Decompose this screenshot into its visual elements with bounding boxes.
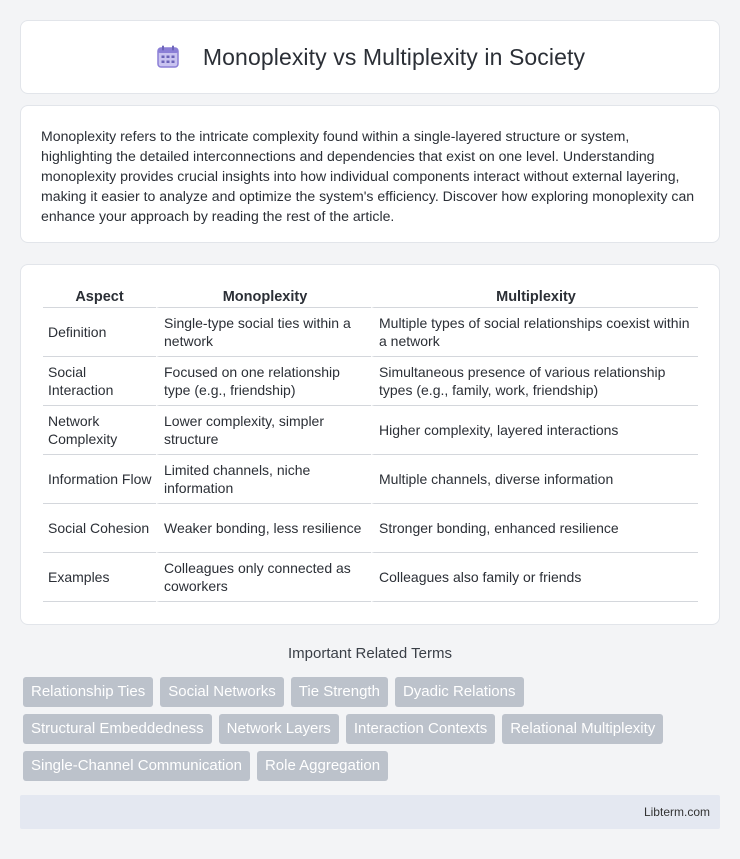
table-cell: Stronger bonding, enhanced resilience <box>371 504 698 553</box>
table-cell: Single-type social ties within a network <box>156 308 371 357</box>
table-row <box>43 455 698 504</box>
table-cell: Information Flow <box>43 455 156 504</box>
footer <box>20 795 720 829</box>
column-header: Multiplexity <box>371 281 698 308</box>
related-terms <box>23 677 723 788</box>
table-row <box>43 553 698 602</box>
tag-row <box>23 751 723 781</box>
table-cell: Weaker bonding, less resilience <box>156 504 371 553</box>
column-header: Monoplexity <box>156 281 371 308</box>
table-header-row <box>43 281 698 308</box>
table-row <box>43 308 698 357</box>
table-cell: Definition <box>43 308 156 357</box>
table-cell: Colleagues also family or friends <box>371 553 698 602</box>
tag-single-channel-communication[interactable]: Single-Channel Communication <box>23 751 250 781</box>
table-row <box>43 357 698 406</box>
tag-tie-strength[interactable]: Tie Strength <box>291 677 388 707</box>
tag-dyadic-relations[interactable]: Dyadic Relations <box>395 677 524 707</box>
tag-role-aggregation[interactable]: Role Aggregation <box>257 751 388 781</box>
table-cell: Multiple channels, diverse information <box>371 455 698 504</box>
tag-network-layers[interactable]: Network Layers <box>219 714 339 744</box>
related-terms-title: Important Related Terms <box>288 645 452 662</box>
table-cell: Examples <box>43 553 156 602</box>
intro-paragraph: Monoplexity refers to the intricate complexity found within a single-layered structure or system, highlighting the detailed interconnections and dependencies that exist on one level. Understanding monoplexity provides crucial insights into how individual components interact without external layering, making it easier to analyze and optimize the system's efficiency. Discover how exploring monoplexity can enhance your approach by reading the rest of the article. <box>41 128 695 224</box>
tag-social-networks[interactable]: Social Networks <box>160 677 284 707</box>
calendar-icon <box>155 44 181 70</box>
table-row <box>43 504 698 553</box>
table-cell: Simultaneous presence of various relationship types (e.g., family, work, friendship) <box>371 357 698 406</box>
footer-brand[interactable]: Libterm.com <box>643 805 710 819</box>
title-card <box>20 20 720 94</box>
tag-row <box>23 677 723 707</box>
comparison-table <box>43 281 698 602</box>
intro-card <box>20 105 720 243</box>
table-cell: Focused on one relationship type (e.g., friendship) <box>156 357 371 406</box>
tag-interaction-contexts[interactable]: Interaction Contexts <box>346 714 495 744</box>
table-cell: Limited channels, niche information <box>156 455 371 504</box>
table-cell: Social Cohesion <box>43 504 156 553</box>
table-cell: Network Complexity <box>43 406 156 455</box>
table-cell: Lower complexity, simpler structure <box>156 406 371 455</box>
page-title: Monoplexity vs Multiplexity in Society <box>202 43 586 70</box>
table-cell: Social Interaction <box>43 357 156 406</box>
table-cell: Higher complexity, layered interactions <box>371 406 698 455</box>
table-cell: Multiple types of social relationships coexist within a network <box>371 308 698 357</box>
tag-relational-multiplexity[interactable]: Relational Multiplexity <box>502 714 663 744</box>
table-cell: Colleagues only connected as coworkers <box>156 553 371 602</box>
table-row <box>43 406 698 455</box>
tag-relationship-ties[interactable]: Relationship Ties <box>23 677 153 707</box>
tag-row <box>23 714 723 744</box>
column-header: Aspect <box>43 281 156 308</box>
comparison-card <box>20 264 720 625</box>
tag-structural-embeddedness[interactable]: Structural Embeddedness <box>23 714 212 744</box>
